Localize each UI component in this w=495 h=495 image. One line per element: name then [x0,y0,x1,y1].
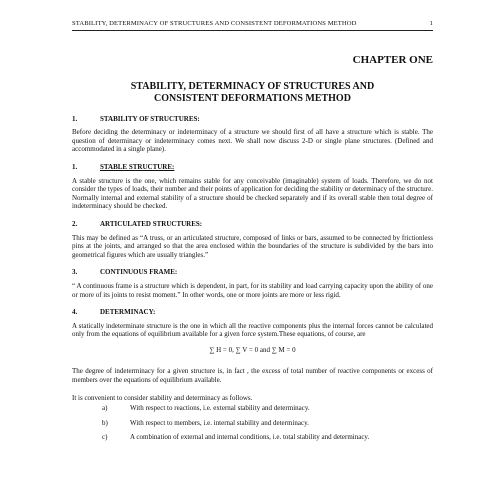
section-number: 4. [72,308,78,317]
section-number: 1. [72,114,78,123]
section-title: ARTICULATED STRUCTURES: [100,219,203,228]
section-paragraph: A stable structure is the one, which remains stable for any conceivable (imaginable) system of loads. Therefore, we do not consider the types of loads, their number and their points of application for deciding the stability or determinacy of the structure. Normally internal and external stability of a structure should be checked separately and if its overall stable then total degree of indeterminacy should be checked. [72,176,433,211]
section-title: DETERMINACY: [100,308,156,317]
section-articulated-structures [72,220,433,259]
section-heading [72,115,433,124]
list-text: With respect to reactions, i.e. external stability and determinacy. [130,404,310,413]
section-heading [72,163,433,172]
section-paragraph: “ A continuous frame is a structure which is dependent, in part, for its stability and load carrying capacity upon the ability of one or more of its joints to resist moment.” In other words, one or more joints are more or less rigid. [72,281,433,299]
section-number: 2. [72,219,78,228]
indeterminacy-paragraph: The degree of indeterminacy for a given structure is, in fact , the excess of total number of reactive components or excess of members over the equations of equilibrium available. [72,367,433,385]
chapter-title [72,81,433,105]
convenient-paragraph: It is convenient to consider stability and determinacy as follows. [72,393,253,402]
section-heading [72,308,433,317]
list-letter: a) [102,404,108,413]
list-text: A combination of external and internal conditions, i.e. total stability and determinacy. [130,433,370,442]
section-stable-structure [72,163,433,211]
section-paragraph: This may be defined as “A truss, or an articulated structure, composed of links or bars, assumed to be connected by frictionless pins at the joints, and arranged so that the area enclosed within the boundaries of the structure is subdivided by the bars into geometrical figures which are usually triangles.” [72,233,433,259]
chapter-title-line-1: STABILITY, DETERMINACY OF STRUCTURES AND [130,80,375,92]
section-title: STABLE STRUCTURE: [100,162,175,171]
section-heading [72,220,433,229]
section-heading [72,268,433,277]
chapter-heading: CHAPTER ONE [352,54,433,66]
page-body [72,50,433,448]
section-continuous-frame [72,268,433,299]
section-title: CONTINUOUS FRAME: [100,268,178,277]
list-letter: c) [102,433,108,442]
section-paragraph: A statically indeterminate structure is the one in which all the reactive components plus the internal forces cannot be calculated only from the equations of equilibrium available for a given force system.These equations, of course, are [72,321,433,339]
section-title: STABILITY OF STRUCTURES: [100,114,200,123]
section-stability-of-structures [72,115,433,154]
stability-list [72,404,433,442]
running-title: STABILITY, DETERMINACY OF STRUCTURES AND CONSISTENT DEFORMATIONS METHOD [72,20,357,27]
page-number: 1 [429,20,433,27]
chapter-title-line-2: CONSISTENT DEFORMATIONS METHOD [154,92,351,104]
section-determinacy [72,308,433,385]
list-item [72,433,433,442]
list-item [72,419,433,428]
equilibrium-equations: ∑ H = 0, ∑ V = 0 and ∑ M = 0 [209,345,296,354]
list-text: With respect to members, i.e. internal stability and determinacy. [130,418,309,427]
section-number: 3. [72,268,78,277]
list-letter: b) [102,418,108,427]
section-paragraph: Before deciding the determinacy or indeterminacy of a structure we should first of all have a structure which is stable. The question of determinacy or indeterminacy comes next. We shall now discuss 2-D or single plane structures. (Defined and accommodated in a single plane). [72,128,433,154]
section-number: 1. [72,162,78,171]
list-item [72,404,433,413]
running-header [72,20,433,31]
